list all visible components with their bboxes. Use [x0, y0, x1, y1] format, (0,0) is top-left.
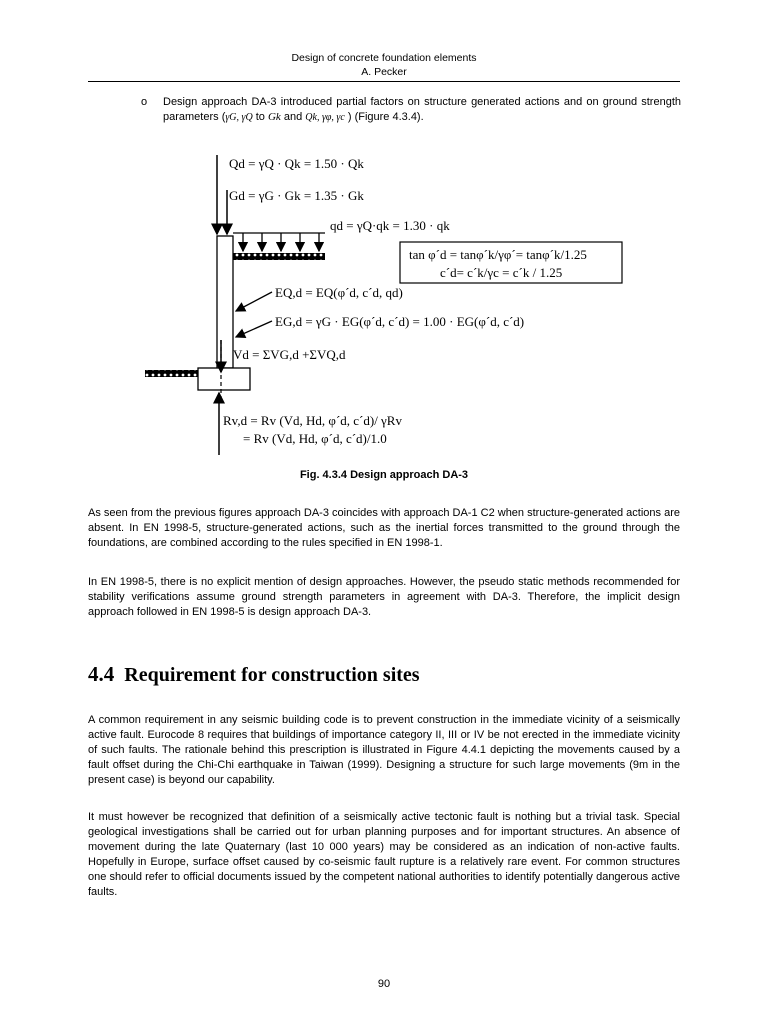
da3-diagram — [0, 150, 768, 460]
equation-eg-pressure: EG,d = γG · EG(φ´d, c´d) = 1.00 · EG(φ´d, c´d) — [275, 314, 525, 329]
paragraph: As seen from the previous figures approach DA-3 coincides with approach DA-1 C2 when structure-generated actions are absent. In EN 1998-5, structure-generated actions, such as the inertial forces transmitted to the ground through the foundations, are combined according to the rules specified in EN 1998-1. — [88, 507, 680, 549]
bullet-symbols: γG, γQ — [225, 112, 253, 123]
equation-cohesion: c´d= c´k/γc = c´k / 1.25 — [440, 265, 563, 280]
equation-tan-phi: tan φ´d = tanφ´k/γφ´= tanφ´k/1.25 — [409, 247, 587, 262]
paragraph: In EN 1998-5, there is no explicit mention of design approaches. However, the pseudo static methods recommended for stability verifications assume ground strength parameters in agreement with DA-3. Therefore, the implicit design approach followed in EN 1998-5 is design approach DA-3. — [88, 576, 680, 618]
bullet-symbols: Qk, γφ, γc — [305, 112, 345, 123]
running-header-title: Design of concrete foundation elements — [291, 52, 477, 64]
bullet-text-part: to — [252, 111, 268, 123]
section-heading — [88, 662, 420, 687]
section-number: 4.4 — [88, 662, 115, 686]
paragraph: It must however be recognized that definition of a seismically active tectonic fault is nothing but a trivial task. Special geological investigations shall be carried out for urban planning purposes and for important structures. An absence of movement during the late Quaternary (last 10 000 years) may be considered as an indication of non-active faults. Hopefully in Europe, surface offset caused by co-seismic fault rupture is a relatively rare event. For common structures one should refer to official documents issued by the competent national authorities to identify potentially dangerous active faults. — [88, 811, 680, 898]
bullet-text-part: Design approach DA-3 introduced partial factors on structure generated actions and on ground strength parameters ( — [163, 96, 681, 123]
equation-gd-action: Gd = γG · Gk = 1.35 · Gk — [229, 188, 364, 203]
header-rule — [88, 81, 680, 82]
section-title: Requirement for construction sites — [124, 664, 420, 686]
equation-surcharge: qd = γQ·qk = 1.30 · qk — [330, 218, 450, 233]
bullet-symbols: Gk — [267, 111, 281, 123]
front-ground-surface — [145, 370, 198, 377]
equation-eq-pressure: EQ,d = EQ(φ´d, c´d, qd) — [275, 285, 403, 300]
paragraph: A common requirement in any seismic building code is to prevent construction in the immediate vicinity of a seismically active fault. Eurocode 8 requires that buildings of importance category II, III or IV be not erected in the immediate vicinity of such faults. The rationale behind this prescription is illustrated in Figure 4.4.1 depicting the movements caused by a fault offset during the Chi-Chi earthquake in Taiwan (1999). Designing a structure for such large movements (9m in the present case) is beyond our capability. — [88, 714, 680, 786]
surcharge-arrows — [243, 233, 319, 251]
figure-caption: Fig. 4.3.4 Design approach DA-3 — [299, 469, 469, 481]
arrow-eg — [236, 321, 272, 337]
page-number: 90 — [377, 978, 391, 990]
bullet-paragraph — [163, 95, 681, 125]
backfill-surface — [233, 253, 325, 260]
equation-vertical-load: Vd = ΣVG,d +ΣVQ,d — [233, 347, 346, 362]
arrow-eq — [236, 292, 272, 311]
equation-qd-action: Qd = γQ · Qk = 1.50 · Qk — [229, 156, 364, 171]
equation-resistance-2: = Rv (Vd, Hd, φ´d, c´d)/1.0 — [243, 431, 387, 446]
bullet-text-part: ) (Figure 4.3.4). — [344, 111, 424, 123]
bullet-marker: o — [141, 96, 148, 108]
bullet-text-part: and — [280, 111, 306, 123]
running-header-author: A. Pecker — [361, 66, 407, 78]
retaining-wall — [217, 236, 233, 368]
wall-footing — [198, 368, 250, 390]
equation-resistance-1: Rv,d = Rv (Vd, Hd, φ´d, c´d)/ γRv — [223, 413, 402, 428]
